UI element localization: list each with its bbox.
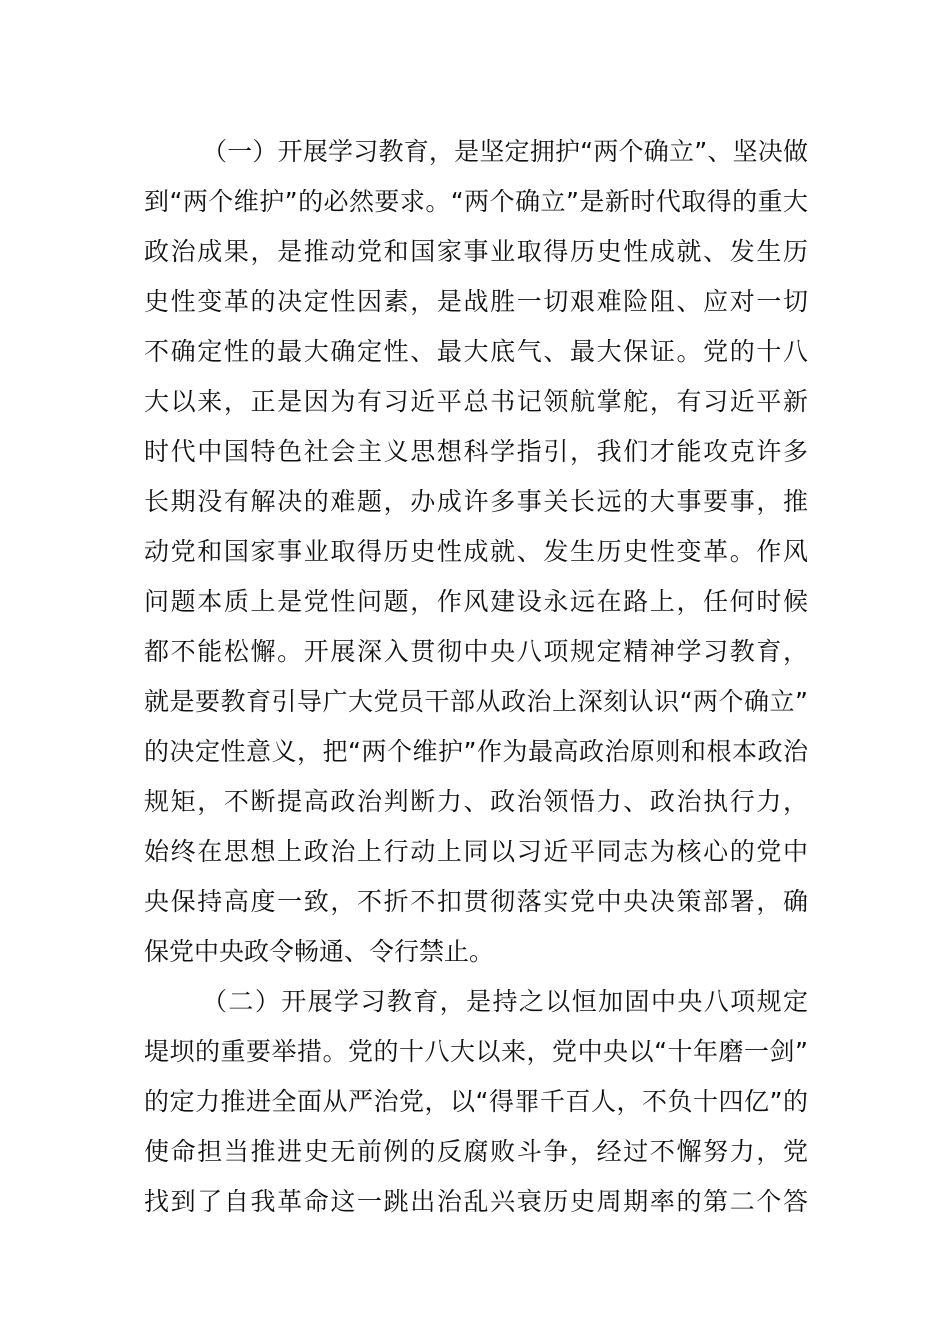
paragraph-line: 都不能松懈。开展深入贯彻中央八项规定精神学习教育， [144, 637, 808, 666]
paragraph-line: 的决定性意义，把“两个维护”作为最高政治原则和根本政治 [144, 737, 808, 766]
paragraph-line: 找到了自我革命这一跳出治乱兴衰历史周期率的第二个答 [144, 1187, 808, 1216]
paragraph-line: 问题本质上是党性问题，作风建设永远在路上，任何时候 [144, 587, 808, 616]
paragraph-2 [144, 977, 808, 1227]
paragraph-line: 始终在思想上政治上行动上同以习近平同志为核心的党中 [144, 837, 808, 866]
paragraph-line: 保党中央政令畅通、令行禁止。 [144, 937, 495, 966]
paragraph-line: 史性变革的决定性因素，是战胜一切艰难险阻、应对一切 [144, 287, 808, 316]
paragraph-1 [144, 127, 808, 977]
paragraph-line: 长期没有解决的难题，办成许多事关长远的大事要事，推 [144, 487, 808, 516]
paragraph-line: 规矩，不断提高政治判断力、政治领悟力、政治执行力， [144, 787, 808, 816]
paragraph-line: 动党和国家事业取得历史性成就、发生历史性变革。作风 [144, 537, 808, 566]
paragraph-line: 不确定性的最大确定性、最大底气、最大保证。党的十八 [144, 337, 808, 366]
paragraph-line: 央保持高度一致，不折不扣贯彻落实党中央决策部署，确 [144, 887, 808, 916]
paragraph-line: 使命担当推进史无前例的反腐败斗争，经过不懈努力，党 [144, 1137, 808, 1166]
paragraph-line: 就是要教育引导广大党员干部从政治上深刻认识“两个确立” [144, 687, 808, 716]
paragraph-line: 的定力推进全面从严治党，以“得罪千百人，不负十四亿”的 [144, 1087, 808, 1116]
paragraph-line: 到“两个维护”的必然要求。“两个确立”是新时代取得的重大 [144, 187, 808, 216]
paragraph-line: 时代中国特色社会主义思想科学指引，我们才能攻克许多 [144, 437, 808, 466]
paragraph-line: 堤坝的重要举措。党的十八大以来，党中央以“十年磨一剑” [144, 1037, 808, 1066]
paragraph-line: （一）开展学习教育，是坚定拥护“两个确立”、坚决做 [202, 137, 808, 166]
paragraph-line: 政治成果，是推动党和国家事业取得历史性成就、发生历 [144, 237, 808, 266]
body-text [144, 127, 808, 1227]
paragraph-line: 大以来，正是因为有习近平总书记领航掌舵，有习近平新 [144, 387, 808, 416]
paragraph-line: （二）开展学习教育，是持之以恒加固中央八项规定 [202, 987, 808, 1016]
